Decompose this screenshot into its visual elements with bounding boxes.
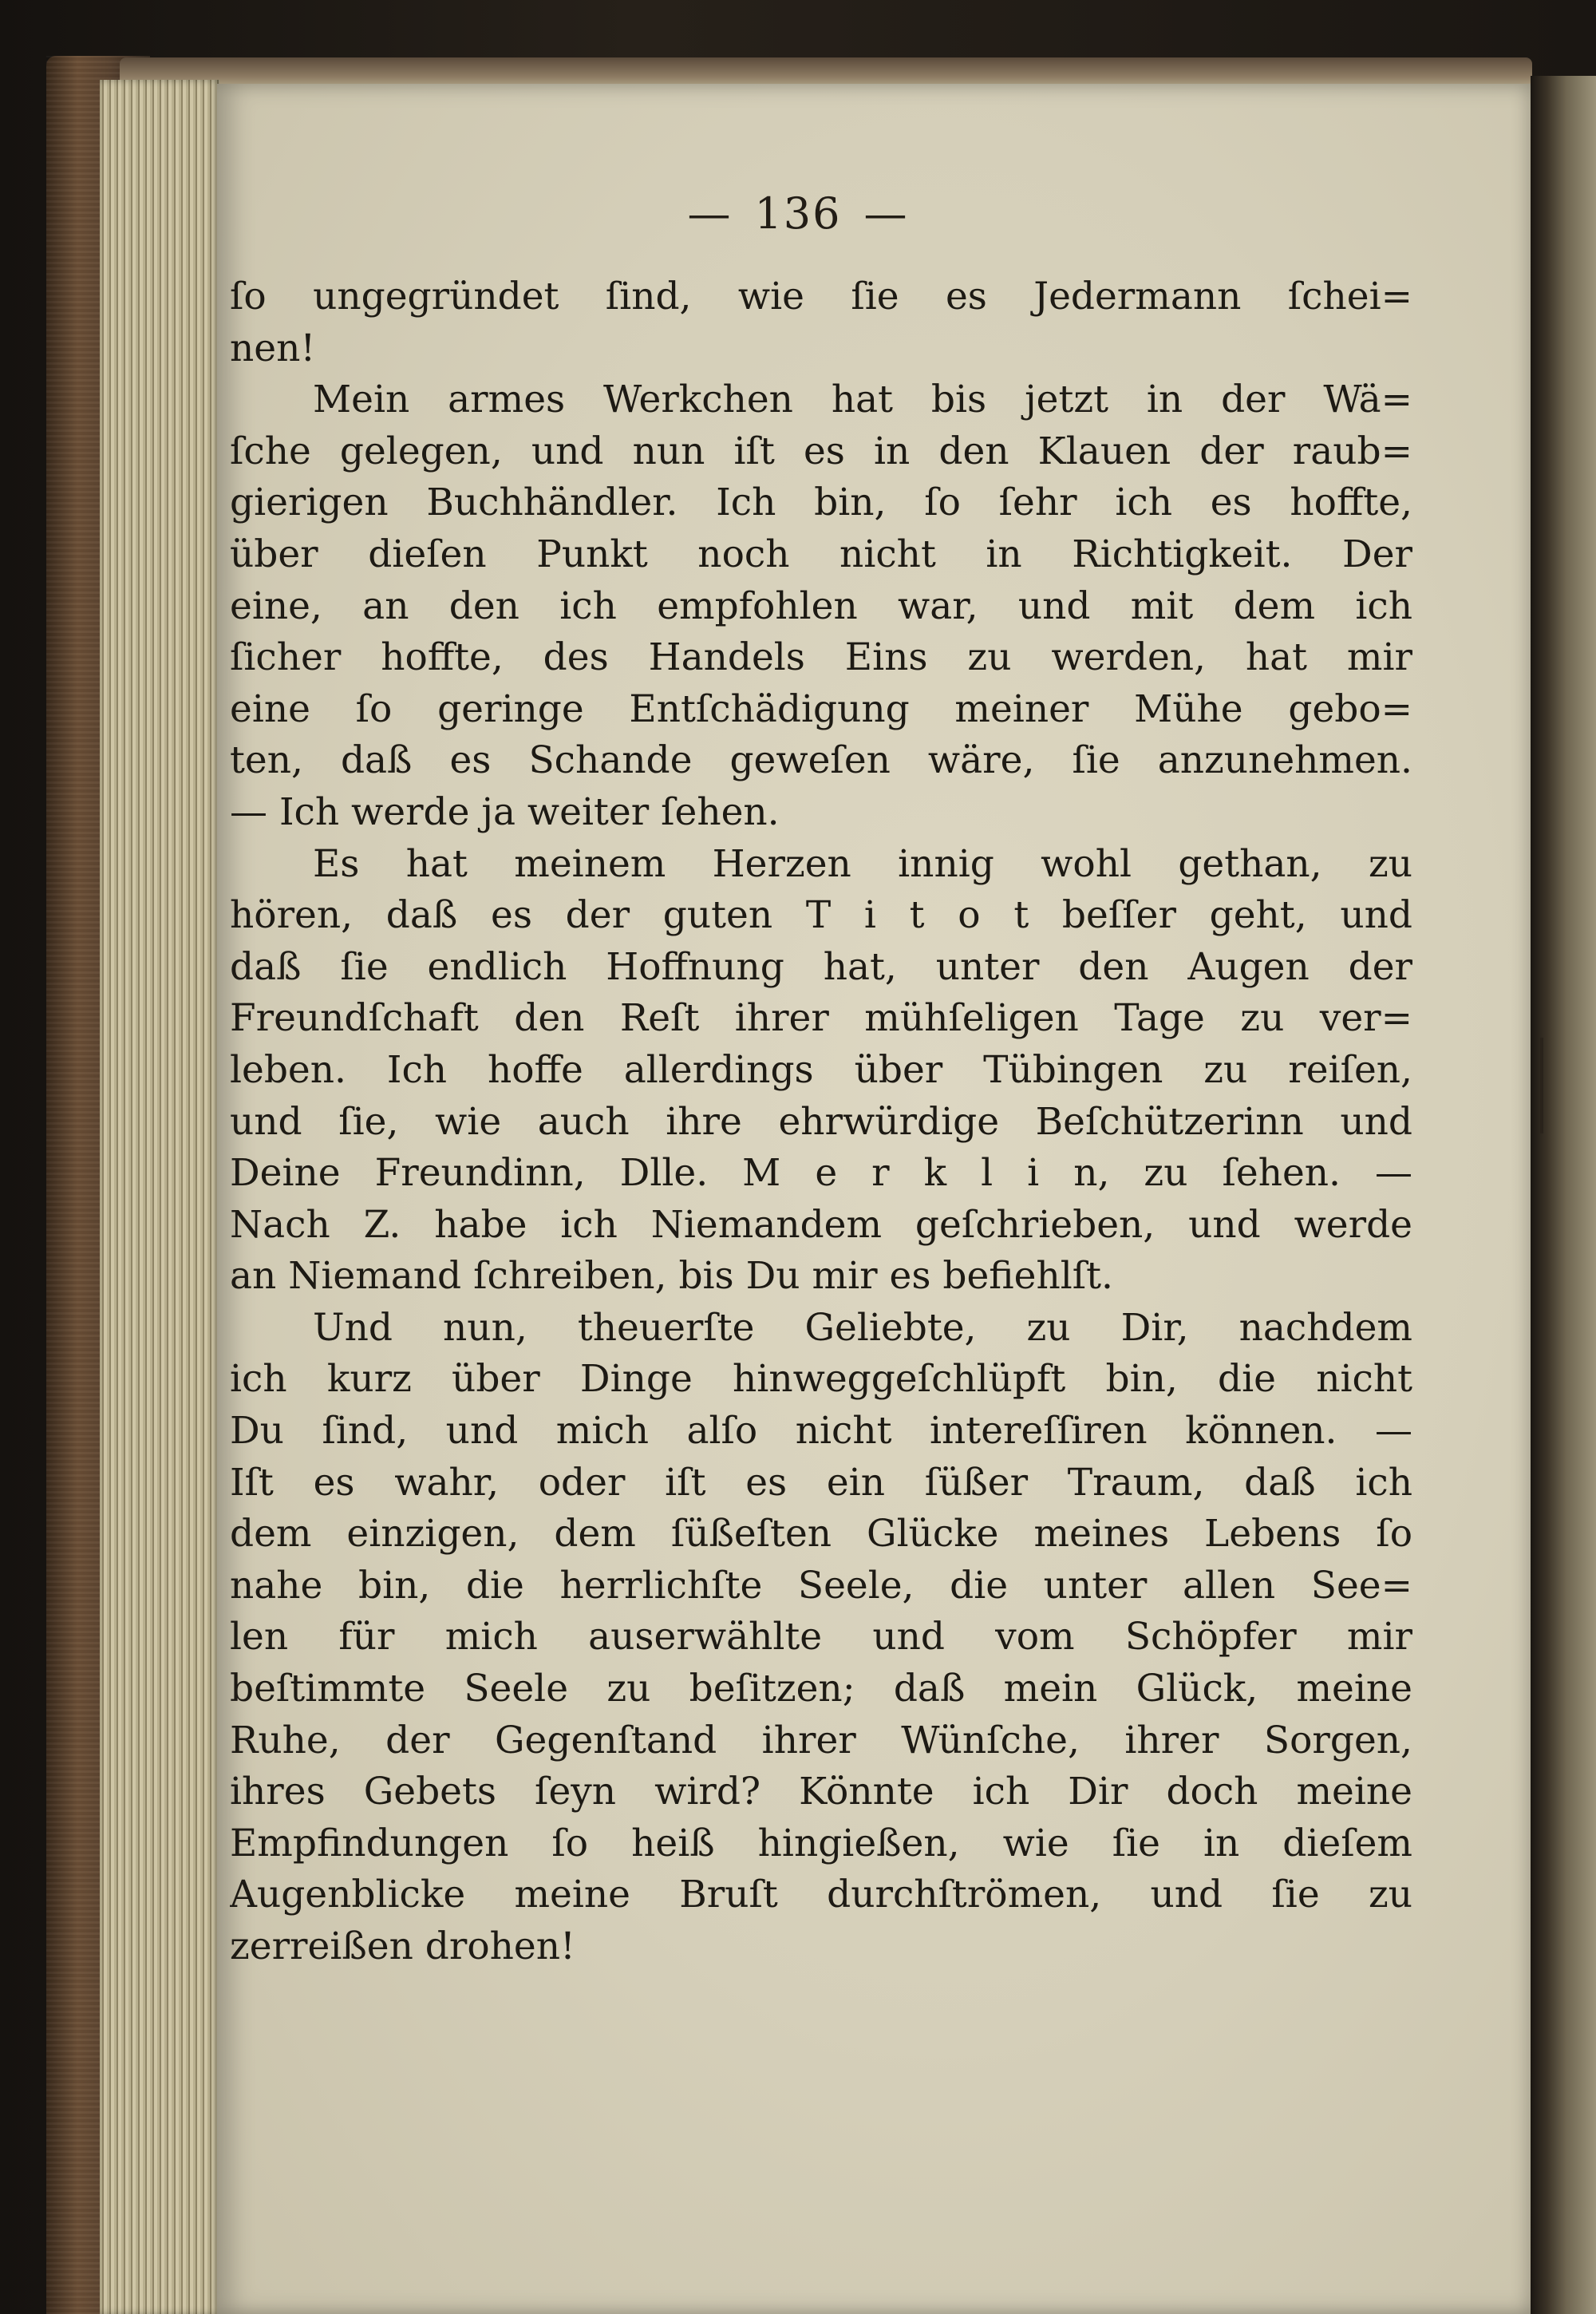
text-line: ſche gelegen, und nun iſt es in den Klauen der raub=: [230, 429, 1412, 473]
text-line: Empfindungen ſo heiß hingießen, wie ſie in dieſem: [230, 1821, 1412, 1865]
paragraph-start: Es hat meinem Herzen innig wohl gethan, zu: [313, 841, 1412, 886]
text-line: Deine Freundinn, Dlle. M e r k l i n, zu ſehen. —: [230, 1151, 1412, 1196]
page-number: 136: [754, 188, 842, 239]
text-line: gierigen Buchhändler. Ich bin, ſo ſehr ich es hoffte,: [230, 481, 1412, 525]
text-line: Freundſchaft den Reſt ihrer mühſeligen Tage zu ver=: [230, 996, 1412, 1041]
text-line: eine ſo geringe Entſchädigung meiner Mühe gebo=: [230, 686, 1412, 731]
text-line: eine, an den ich empfohlen war, und mit dem ich: [230, 583, 1412, 628]
text-line: daß ſie endlich Hoffnung hat, unter den Augen der: [230, 944, 1412, 989]
text-line: und ſie, wie auch ihre ehrwürdige Beſchützerinn und: [230, 1099, 1412, 1144]
paragraph-start: Und nun, theuerſte Geliebte, zu Dir, nachdem: [313, 1305, 1412, 1350]
body-text: [230, 271, 1412, 1973]
text-line: ich kurz über Dinge hinweggeſchlüpft bin, die nicht: [230, 1357, 1412, 1402]
text-line: an Niemand ſchreiben, bis Du mir es befiehlſt.: [230, 1254, 1113, 1299]
text-line: Nach Z. habe ich Niemandem geſchrieben, und werde: [230, 1202, 1412, 1247]
text-line: Augenblicke meine Bruſt durchſtrömen, und ſie zu: [230, 1873, 1412, 1917]
page-header: [0, 188, 1596, 239]
text-line: zerreißen drohen!: [230, 1924, 575, 1968]
header-dash-left: —: [687, 188, 733, 239]
text-line: beſtimmte Seele zu beſitzen; daß mein Glück, meine: [230, 1667, 1412, 1711]
text-line: leben. Ich hoffe allerdings über Tübingen zu reiſen,: [230, 1047, 1412, 1092]
text-line: nen!: [230, 326, 316, 370]
text-line: dem einzigen, dem ſüßeſten Glücke meines Lebens ſo: [230, 1512, 1412, 1557]
text-line: Du ſind, und mich alſo nicht intereſſiren können. —: [230, 1409, 1412, 1454]
text-line: ten, daß es Schande geweſen wäre, ſie anzunehmen.: [230, 738, 1412, 783]
text-line: Ruhe, der Gegenſtand ihrer Wünſche, ihrer Sorgen,: [230, 1718, 1412, 1762]
page-stack-edge: [100, 80, 219, 2314]
text-line: ſo ungegründet ſind, wie ſie es Jedermann ſchei=: [230, 275, 1412, 318]
text-line: Iſt es wahr, oder iſt es ein ſüßer Traum, daß ich: [230, 1460, 1412, 1505]
text-line: ihres Gebets ſeyn wird? Könnte ich Dir doch meine: [230, 1770, 1412, 1814]
text-line: hören, daß es der guten T i t o t beſſer geht, und: [230, 893, 1412, 938]
text-line: ſicher hoffte, des Handels Eins zu werden, hat mir: [230, 635, 1412, 680]
text-line: len für mich auserwählte und vom Schöpfer mir: [230, 1615, 1412, 1659]
text-line: nahe bin, die herrlichſte Seele, die unter allen See=: [230, 1563, 1412, 1608]
gutter-mark: [1540, 1038, 1543, 1133]
text-line: — Ich werde ja weiter ſehen.: [230, 789, 780, 834]
header-dash-right: —: [863, 188, 909, 239]
paragraph-start: Mein armes Werkchen hat bis jetzt in der Wä=: [313, 378, 1412, 422]
text-line: über dieſen Punkt noch nicht in Richtigkeit. Der: [230, 532, 1412, 576]
book-gutter: [1531, 76, 1596, 2314]
